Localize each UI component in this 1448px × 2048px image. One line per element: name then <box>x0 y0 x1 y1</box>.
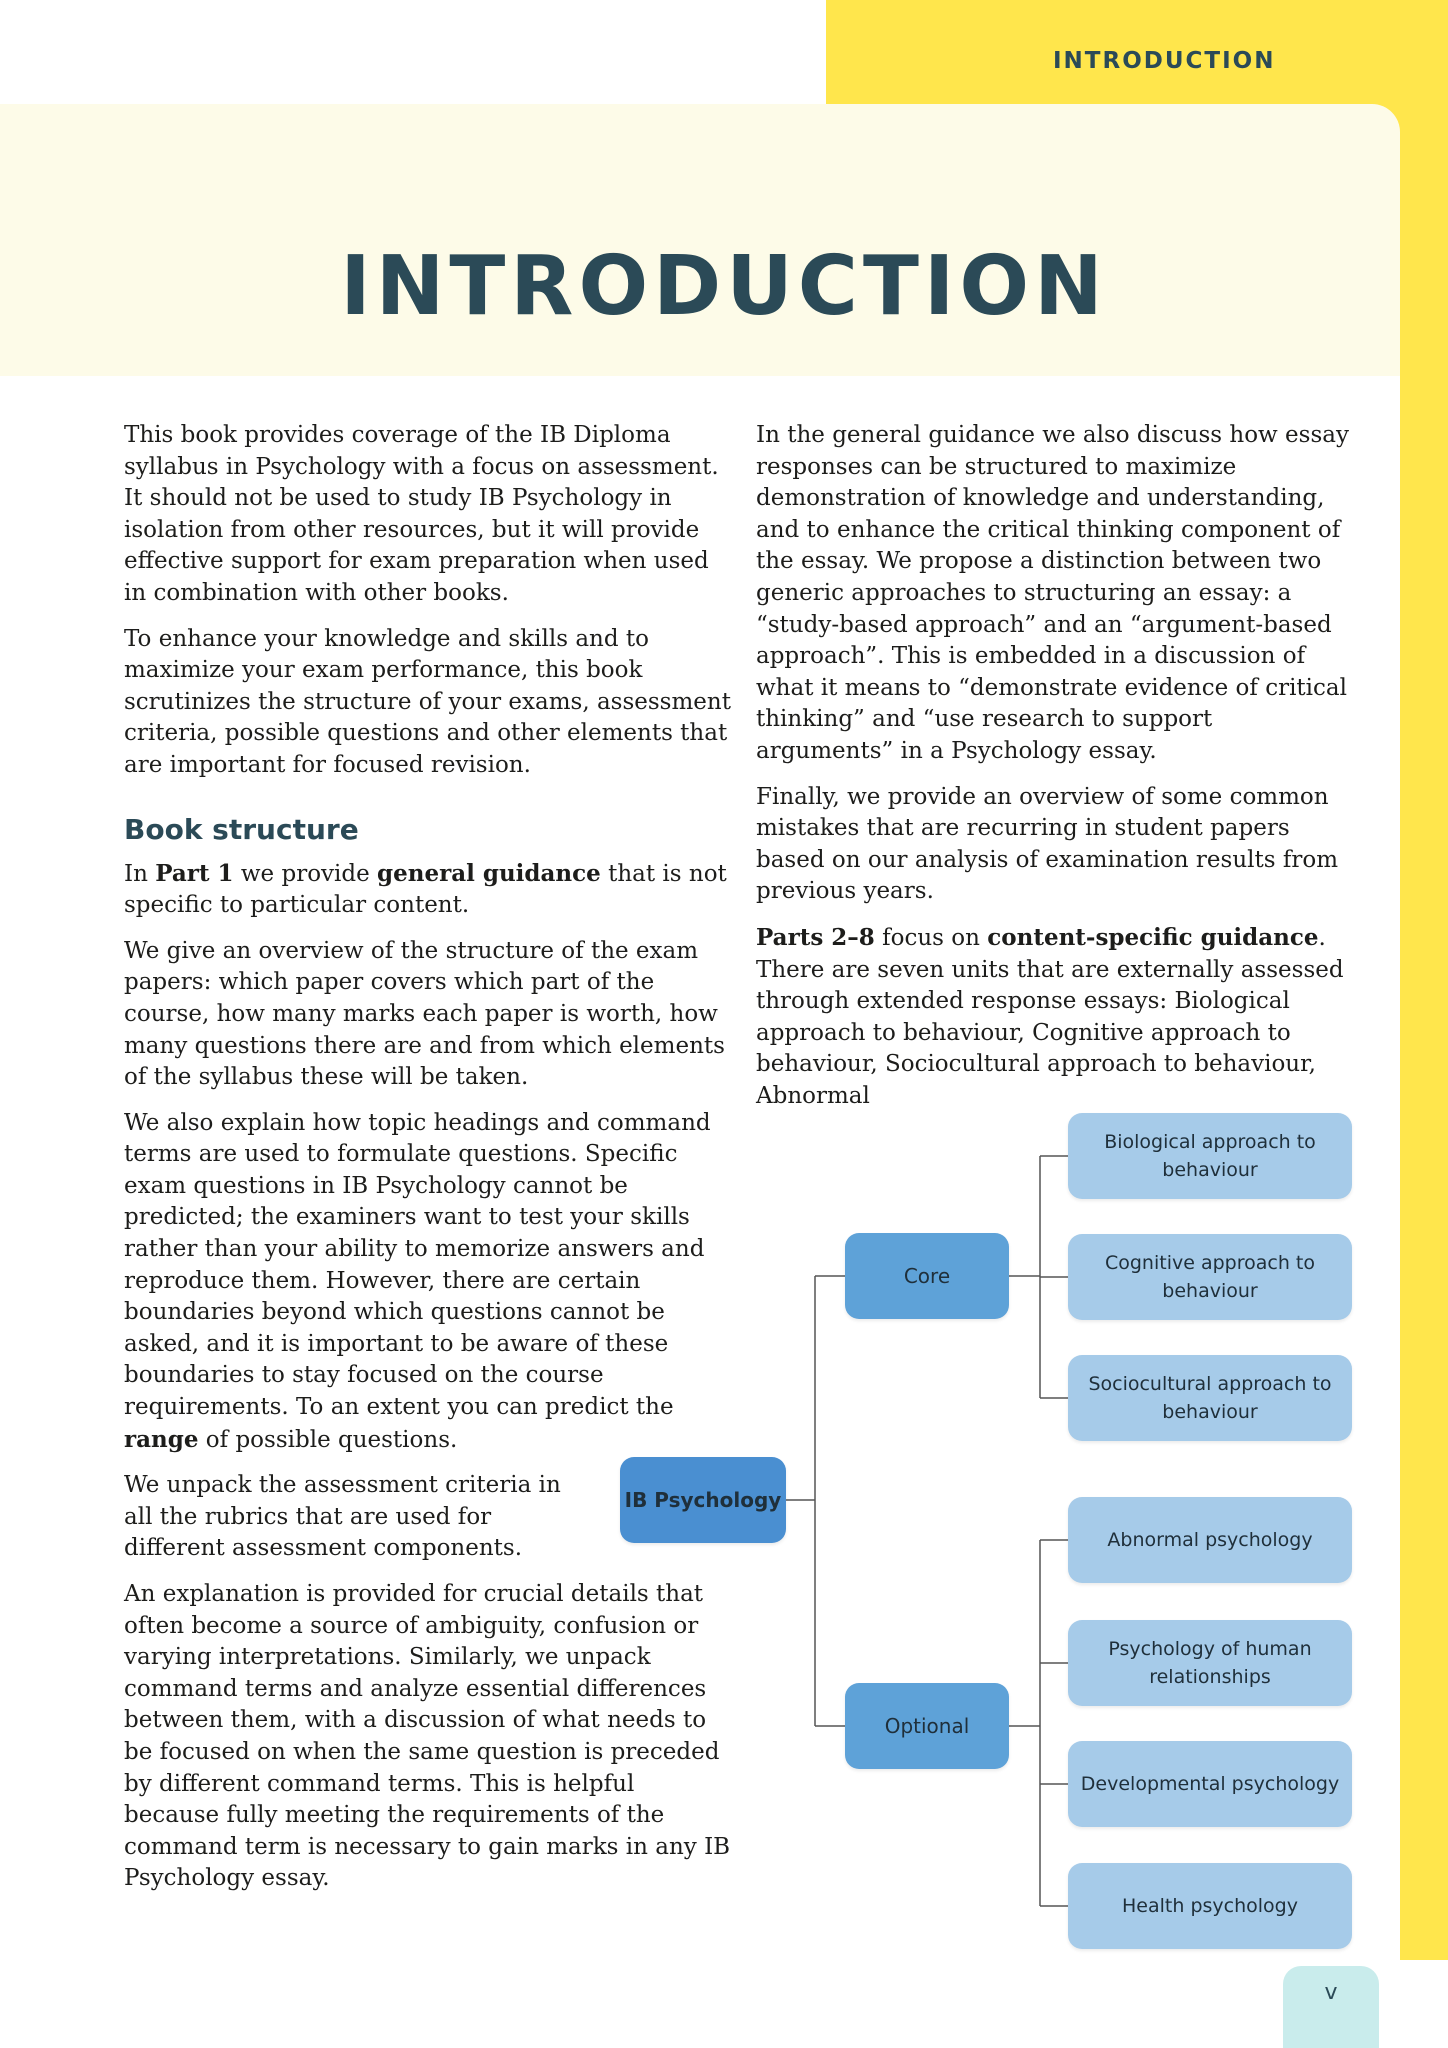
bottom-margin <box>0 1960 1448 2048</box>
part1-paragraph <box>124 858 736 922</box>
text-run: of possible questions. <box>198 1426 458 1453</box>
exam-overview-paragraph: We give an overview of the structure of the exam papers: which paper covers which part of the course, how many marks each paper is worth, how many questions there are and from which elements of the syllabus these will be taken. <box>124 937 725 1091</box>
bold-run: Parts 2–8 <box>756 923 875 951</box>
diagram-node-developmental: Developmental psychology <box>1068 1741 1352 1827</box>
diagram-node-health: Health psychology <box>1068 1863 1352 1949</box>
diagram-node-core: Core <box>845 1233 1009 1319</box>
running-head: INTRODUCTION <box>1053 48 1276 74</box>
text-run: we provide <box>233 860 378 887</box>
text-run: In <box>124 860 156 887</box>
diagram-node-human-relationships: Psychology of human relationships <box>1068 1620 1352 1706</box>
bold-run: general guidance <box>377 859 601 887</box>
intro-paragraph-2: To enhance your knowledge and skills and to maximize your exam performance, this book scrutinizes the structure of your exams, assessment criteria, possible questions and other elements that are important for focused revision. <box>124 625 731 778</box>
text-run: . There are seven units that are externally assessed through extended response essays: Biological approach to behaviour, Cognitive approach to behaviour, Sociocultural approach to behaviour, Abnormal <box>756 924 1344 1109</box>
bold-run: Part 1 <box>155 859 234 887</box>
diagram-node-abnormal: Abnormal psychology <box>1068 1497 1352 1583</box>
text-run: We also explain how topic headings and command terms are used to formulate questions. Specific exam questions in IB Psychology cannot be predicted; the examiners want to test your skills rather than your ability to memorize answers and reproduce them. However, there are certain boundaries beyond which questions cannot be asked, and it is important to be aware of these boundaries to stay focused on the course requirements. To an extent you can predict the <box>124 1109 711 1421</box>
intro-paragraph-1: This book provides coverage of the IB Diploma syllabus in Psychology with a focus on assessment. It should not be used to study IB Psychology in isolation from other resources, but it will provide effective support for exam preparation when used in combination with other books. <box>124 422 719 606</box>
diagram-node-cognitive: Cognitive approach to behaviour <box>1068 1234 1352 1320</box>
bold-run: content-specific guidance <box>987 923 1319 951</box>
right-column <box>756 420 1356 1126</box>
diagram-node-optional: Optional <box>845 1683 1009 1769</box>
common-mistakes-paragraph: Finally, we provide an overview of some common mistakes that are recurring in student papers based on our analysis of examination results from previous years. <box>756 783 1339 905</box>
left-column <box>124 420 736 1909</box>
section-heading-book-structure: Book structure <box>124 812 359 846</box>
assessment-criteria-continuation: An explanation is provided for crucial details that often become a source of ambiguity, confusion or varying interpretations. Similarly, we unpack command terms and analyze essential differences between them, with a discussion of what needs to be focused on when the same question is preceded by different command terms. This is helpful because fully meeting the requirements of the command term is necessary to gain marks in any IB Psychology essay. <box>124 1581 731 1892</box>
parts-paragraph <box>756 922 1356 1113</box>
bold-run: range <box>124 1425 199 1453</box>
diagram-node-ib-psychology: IB Psychology <box>620 1457 786 1543</box>
assessment-criteria-paragraph: We unpack the assessment criteria in all the rubrics that are used for different assessment components. <box>124 1472 561 1562</box>
diagram-node-biological: Biological approach to behaviour <box>1068 1113 1352 1199</box>
text-run: that is not specific to particular content. <box>124 860 727 919</box>
guidance-paragraph: In the general guidance we also discuss how essay responses can be structured to maximize demonstration of knowledge and understanding, and to enhance the critical thinking component of the essay. We propose a distinction between two generic approaches to structuring an essay: a “study-based approach” and an “argument-based approach”. This is embedded in a discussion of what it means to “demonstrate evidence of critical thinking” and “use research to support arguments” in a Psychology essay. <box>756 422 1349 764</box>
page-title: INTRODUCTION <box>340 239 1108 334</box>
text-run: focus on <box>874 924 988 951</box>
diagram-node-sociocultural: Sociocultural approach to behaviour <box>1068 1355 1352 1441</box>
command-terms-paragraph <box>124 1108 736 1457</box>
top-margin <box>0 0 826 104</box>
page-number: v <box>1324 1980 1338 2005</box>
page-number-tab <box>1283 1966 1379 2048</box>
